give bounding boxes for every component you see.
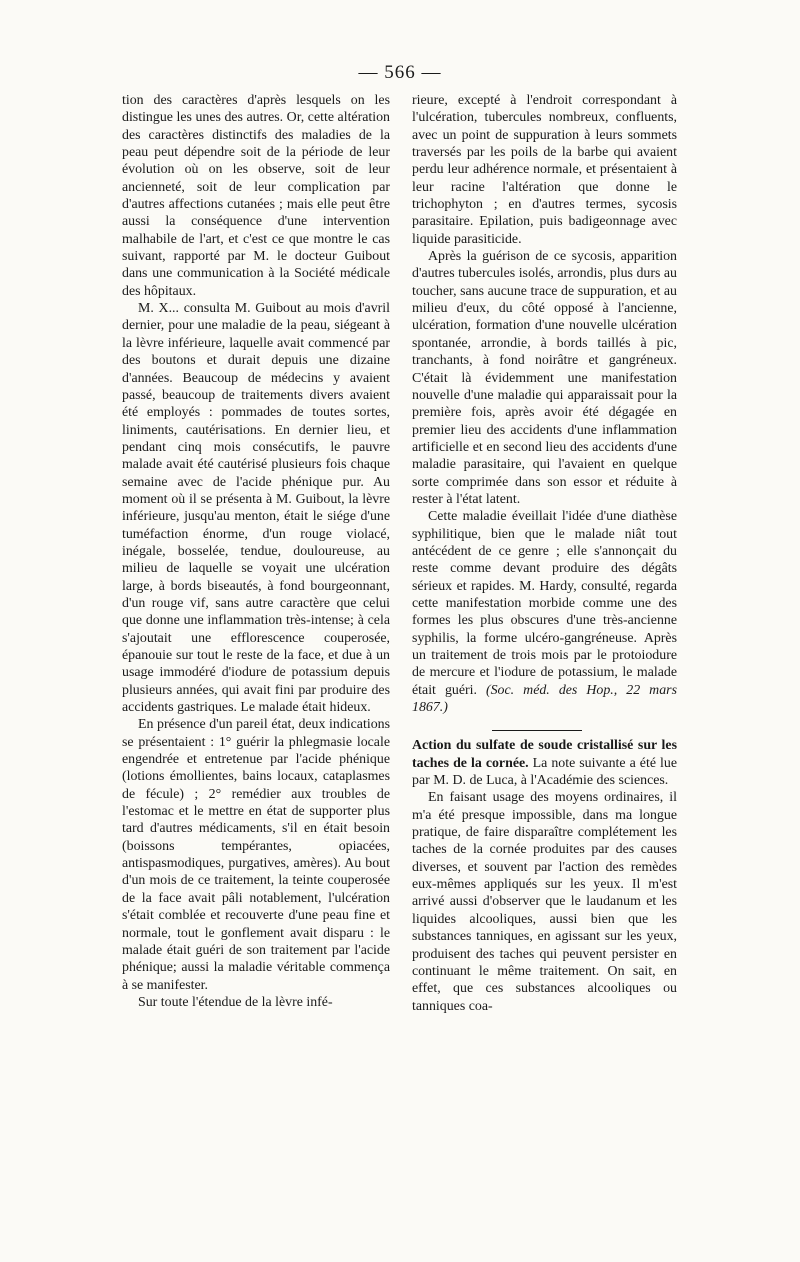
section-divider — [492, 730, 582, 731]
paragraph: tion des caractères d'après lesquels on les distingue les unes des autres. Or, cette altération des caractères distinctifs des maladies de la peau peut dépendre soit de la période de leur évolution où on les observe, soit de leur ancienneté, soit de leur complication par d'autres affections cutanées ; mais elle peut être aussi la conséquence d'une intervention malhabile de l'art, et c'est ce que montre le cas suivant, rapporté par M. le docteur Guibout dans une communication à la Société médicale des hôpitaux. — [122, 93, 390, 299]
section-paragraph — [412, 737, 677, 789]
paragraph: M. X... consulta M. Guibout au mois d'avril dernier, pour une maladie de la peau, siégeant à la lèvre inférieure, laquelle avait commencé par des boutons et durait depuis une dizaine d'années. Beaucoup de médecins y avaient passé, beaucoup de traitements divers avaient été employés : pommades de toutes sortes, liniments, cautérisations. En dernier lieu, et pendant cinq mois consécutifs, le pauvre malade avait été cautérisé plusieurs fois chaque semaine avec de l'acide phénique pur. Au moment où il se présenta à M. Guibout, la lèvre inférieure, jusqu'au menton, était le siége d'une tuméfaction énorme, d'un rouge violacé, inégale, bosselée, tendue, douloureuse, au milieu de laquelle se voyait une ulcération large, à bords biseautés, à fond bourgeonnant, d'un rouge vif, sans autre caractère que celui que donne une inflammation très-intense; à cela s'ajoutait une efflorescence couperosée, épanouie sur tout le reste de la face, et due à un usage immodéré d'iodure de potassium depuis plusieurs années, qui avait fini par produire des accidents gastriques. Le malade était hideux. — [122, 301, 390, 716]
paragraph — [412, 508, 677, 716]
section-intro: La note suivante a été lue par M. D. de Luca, à l'Académie des sciences. — [412, 755, 677, 789]
right-column — [412, 92, 677, 1015]
paragraph-text: Cette maladie éveillait l'idée d'une diathèse syphilitique, bien que le malade niât tout antécédent de ce genre ; elle s'annonçait du reste comme devant produire des dégâts sérieux et rapides. M. Hardy, consulté, regarda cette manifestation morbide comme une des formes les plus obscures d'une très-ancienne syphilis, la forme ulcéro-gangréneuse. Après un traitement de trois mois par le protoiodure de mercure et l'iodure de potassium, le malade était guéri. — [412, 509, 677, 698]
citation: (Soc. méd. des Hop., 22 mars 1867.) — [412, 682, 677, 716]
paragraph: rieure, excepté à l'endroit correspondant à l'ulcération, tubercules nombreux, confluents, avec un point de suppuration à leurs sommets traversés par les poils de la barbe qui avaient perdu leur adhérence normale, et présentaient à leur racine l'altération que donne le trichophyton ; en d'autres termes, sycosis parasitaire. Epilation, puis badigeonnage avec liquide parasiticide. — [412, 93, 677, 247]
left-column — [122, 92, 390, 1011]
paragraph: Après la guérison de ce sycosis, apparition d'autres tubercules isolés, arrondis, plus durs au toucher, sans aucune trace de suppuration, et au milieu d'eux, du côté opposé à l'ancienne, ulcération, formation d'une nouvelle ulcération spontanée, arrondie, à bords taillés à pic, tranchants, à fond noirâtre et gangréneux. C'était là évidemment une manifestation nouvelle d'une maladie qui apparaissait pour la première fois, après avoir été dégagée en premier lieu des accidents d'une inflammation artificielle et en second lieu des accidents d'une maladie parasitaire, qui l'avaient en quelque sorte comprimée dans son essor et réduite à rester à l'état latent. — [412, 249, 677, 507]
page-number: — 566 — — [358, 62, 442, 83]
paragraph: En présence d'un pareil état, deux indications se présentaient : 1° guérir la phlegmasie locale engendrée et entretenue par l'acide phénique (lotions émollientes, bains locaux, cataplasmes de fécule) ; 2° remédier aux troubles de l'estomac et le mettre en état de supporter plus tard d'autres médicaments, s'il en était besoin (boissons tempérantes, opiacées, antispasmodiques, purgatives, amères). Au bout d'un mois de ce traitement, la teinte couperosée de la face avait pâli notablement, l'ulcération s'était comblée et recouverte d'une peau fine et normale, tout le gonflement avait disparu : le malade était guéri de son traitement par l'acide phénique; aussi la maladie véritable commença à se manifester. — [122, 717, 390, 993]
section-title: Action du sulfate de soude cristallisé sur les taches de la cornée. — [412, 738, 677, 771]
paragraph: En faisant usage des moyens ordinaires, il m'a été presque impossible, dans ma longue pratique, de faire disparaître complétement les taches de la cornée produites par des causes diverses, et souvent par l'action des remèdes eux-mêmes appliqués sur les yeux. Il m'est arrivé aussi d'observer que le laudanum et les liquides alcooliques, aussi bien que les substances tanniques, en agissant sur les yeux, produisent des taches qui peuvent persister en continuant le même traitement. On sait, en effet, que ces substances alcooliques ou tanniques coa- — [412, 790, 677, 1014]
paragraph: Sur toute l'étendue de la lèvre infé- — [138, 994, 333, 1010]
